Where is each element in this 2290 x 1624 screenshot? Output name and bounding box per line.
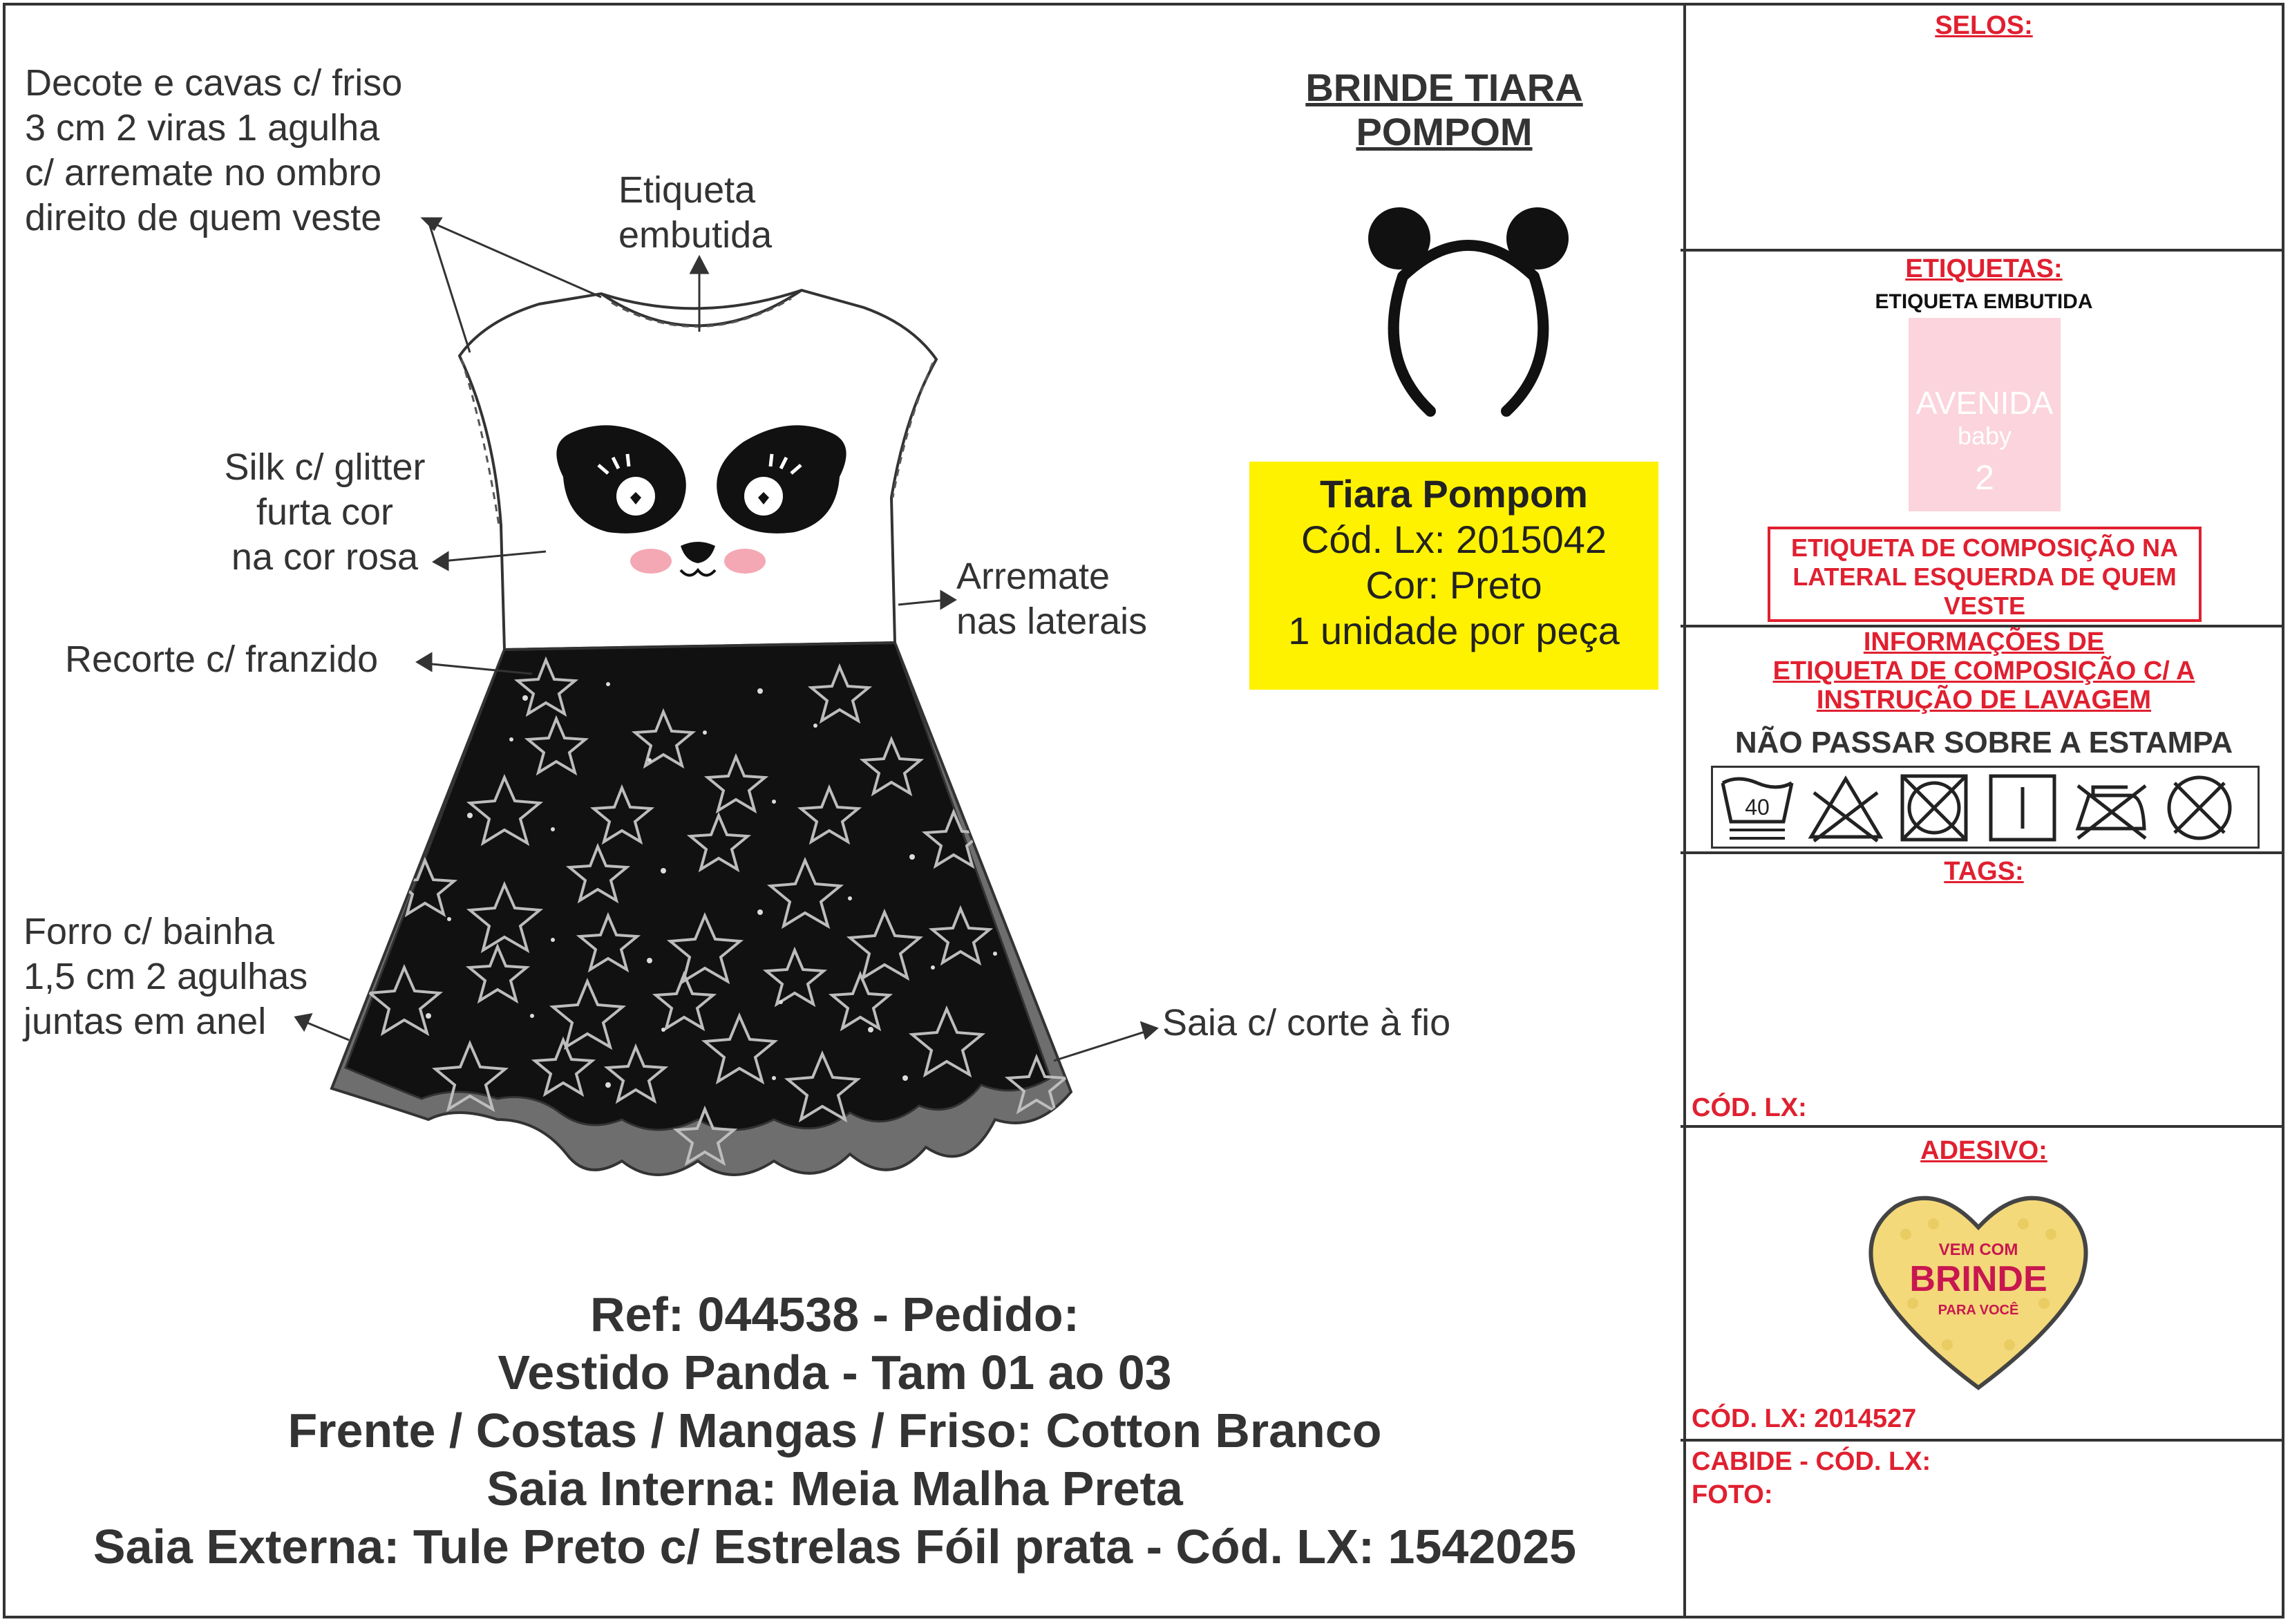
brinde-sticker xyxy=(1864,1186,2092,1393)
note-silk: Silk c/ glitter furta cor na cor rosa xyxy=(224,446,426,578)
sticker-bottom-text: PARA VOCÊ xyxy=(1938,1303,2019,1318)
sticker-top-text: VEM COM xyxy=(1938,1240,2018,1259)
note-waist: Recorte c/ franzido xyxy=(65,639,379,680)
wash-temp: 40 xyxy=(1745,795,1770,820)
note-skirt: Saia c/ corte à fio xyxy=(1162,1002,1451,1044)
brand-label-sub: baby xyxy=(1957,422,2012,450)
selos-heading: SELOS: xyxy=(1935,11,2033,40)
note-lining: Forro c/ bainha 1,5 cm 2 agulhas juntas em anel xyxy=(23,911,308,1042)
hanger-code: CABIDE - CÓD. LX: xyxy=(1692,1447,1931,1476)
note-neckline: Decote e cavas c/ friso 3 cm 2 viras 1 agulha c/ arremate no ombro direito de quem veste xyxy=(25,62,403,238)
no-iron-print-note: NÃO PASSAR SOBRE A ESTAMPA xyxy=(1734,726,2233,759)
spec-inner-skirt: Saia Interna: Meia Malha Preta xyxy=(486,1462,1183,1516)
no-dry-clean-icon xyxy=(2161,772,2238,844)
gift-title: BRINDE TIARA POMPOM xyxy=(1305,66,1583,153)
composition-note: ETIQUETA DE COMPOSIÇÃO NA LATERAL ESQUERDA DE QUEM VESTE xyxy=(1768,527,2202,622)
product-spec xyxy=(0,1285,1669,1576)
divider-adesivo xyxy=(1681,1439,2282,1442)
no-iron-icon xyxy=(2072,772,2150,844)
brand-label-size: 2 xyxy=(1975,458,1994,497)
brand-label-name: AVENIDA xyxy=(1915,385,2054,421)
spec-product: Vestido Panda - Tam 01 ao 03 xyxy=(498,1346,1172,1399)
brand-label xyxy=(1909,318,2061,511)
adesivo-heading: ADESIVO: xyxy=(1920,1136,2047,1165)
spec-outer-skirt: Saia Externa: Tule Preto c/ Estrelas Fóil prata - Cód. LX: 1542025 xyxy=(93,1520,1577,1574)
tags-code: CÓD. LX: xyxy=(1692,1093,1807,1122)
column-divider xyxy=(1683,3,1686,1618)
tags-heading: TAGS: xyxy=(1944,857,2024,886)
etiquetas-heading: ETIQUETAS: xyxy=(1905,254,2063,283)
etiqueta-embutida: ETIQUETA EMBUTIDA xyxy=(1875,290,2093,313)
no-tumble-dry-icon xyxy=(1895,772,1973,844)
pompom-headband xyxy=(1354,200,1582,422)
spec-fabric-top: Frente / Costas / Mangas / Friso: Cotton Branco xyxy=(287,1404,1382,1457)
no-bleach-icon xyxy=(1807,772,1884,844)
divider-info xyxy=(1681,851,2282,854)
gift-info-box xyxy=(1249,462,1658,690)
skirt-tulle xyxy=(346,643,1050,1130)
divider-selos xyxy=(1681,249,2282,252)
gift-color: Cor: Preto xyxy=(1365,563,1542,607)
note-side-finish: Arremate nas laterais xyxy=(956,556,1148,642)
note-label: Etiqueta embutida xyxy=(618,169,773,256)
gift-qty: 1 unidade por peça xyxy=(1288,609,1620,652)
divider-tags xyxy=(1681,1125,2282,1128)
bodice xyxy=(460,290,936,650)
line-dry-icon xyxy=(1984,772,2061,844)
care-symbols xyxy=(1711,766,2260,849)
adesivo-code: CÓD. LX: 2014527 xyxy=(1692,1404,1917,1433)
photo-label: FOTO: xyxy=(1692,1480,1773,1509)
gift-code: Cód. Lx: 2015042 xyxy=(1300,518,1607,561)
spec-ref: Ref: 044538 - Pedido: xyxy=(590,1287,1079,1341)
gift-name: Tiara Pompom xyxy=(1320,472,1588,516)
info-heading: INFORMAÇÕES DE ETIQUETA DE COMPOSIÇÃO C/ A INSTRUÇÃO DE LAVAGEM xyxy=(1772,627,2195,715)
wash-40-icon xyxy=(1719,772,1796,844)
sticker-main-text: BRINDE xyxy=(1909,1259,2047,1299)
